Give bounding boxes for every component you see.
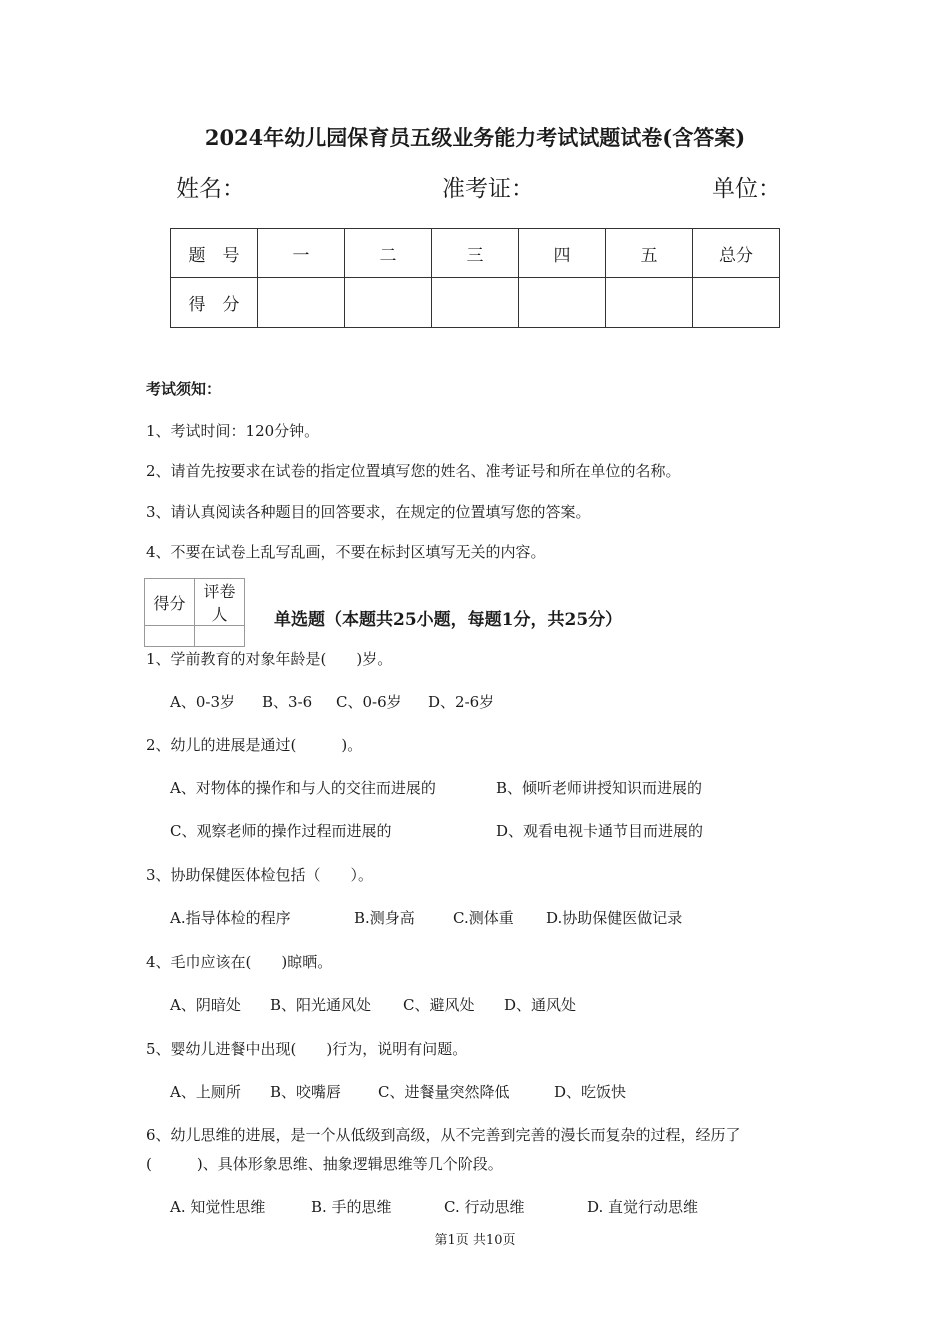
- grader-name-label: 评卷人: [195, 579, 245, 626]
- question-text: 5、婴幼儿进餐中出现( )行为，说明有问题。: [146, 1040, 468, 1058]
- section-title: 单选题（本题共25小题，每题1分，共25分）: [274, 610, 623, 630]
- option-a[interactable]: A、阴暗处: [170, 996, 241, 1014]
- score-table-header-cell: 题 号: [171, 229, 258, 278]
- score-table-header-cell: 三: [432, 229, 519, 278]
- name-field-label: 姓名：: [176, 176, 245, 202]
- option-a[interactable]: A、对物体的操作和与人的交往而进展的: [170, 779, 436, 797]
- score-cell[interactable]: [432, 278, 519, 328]
- question-text: 2、幼儿的进展是通过( )。: [146, 736, 363, 754]
- score-cell[interactable]: [606, 278, 693, 328]
- score-cell[interactable]: [258, 278, 345, 328]
- question-text: 3、协助保健医体检包括（ ）。: [146, 866, 374, 884]
- notice-title: 考试须知：: [146, 380, 222, 398]
- option-d[interactable]: D. 直觉行动思维: [587, 1198, 699, 1216]
- score-row-label: 得 分: [171, 278, 258, 328]
- score-table-score-row: [171, 278, 780, 328]
- option-d[interactable]: D、吃饭快: [554, 1083, 627, 1101]
- unit-field-label: 单位：: [712, 176, 781, 202]
- option-a[interactable]: A、上厕所: [170, 1083, 241, 1101]
- grader-name-cell[interactable]: [195, 626, 245, 647]
- question-text: 4、毛巾应该在( )晾晒。: [146, 953, 333, 971]
- score-table-header-cell: 二: [345, 229, 432, 278]
- notice-item: 3、请认真阅读各种题目的回答要求，在规定的位置填写您的答案。: [146, 503, 591, 521]
- score-cell[interactable]: [519, 278, 606, 328]
- grader-box: [144, 578, 245, 647]
- notice-item: 4、不要在试卷上乱写乱画，不要在标封区填写无关的内容。: [146, 543, 546, 561]
- exam-id-field-label: 准考证：: [442, 176, 534, 202]
- option-c[interactable]: C.测体重: [453, 909, 514, 927]
- option-c[interactable]: C、0-6岁: [336, 693, 402, 711]
- option-b[interactable]: B、倾听老师讲授知识而进展的: [496, 779, 703, 797]
- option-b[interactable]: B.测身高: [354, 909, 415, 927]
- option-d[interactable]: D、观看电视卡通节目而进展的: [496, 822, 704, 840]
- score-cell[interactable]: [693, 278, 780, 328]
- score-table: [170, 228, 780, 328]
- score-table-header-cell: 四: [519, 229, 606, 278]
- option-a[interactable]: A. 知觉性思维: [170, 1198, 266, 1216]
- option-c[interactable]: C. 行动思维: [444, 1198, 525, 1216]
- option-b[interactable]: B、咬嘴唇: [270, 1083, 342, 1101]
- notice-item: 1、考试时间：120分钟。: [146, 422, 320, 440]
- score-table-header-cell: 一: [258, 229, 345, 278]
- page-title: 2024年幼儿园保育员五级业务能力考试试题试卷(含答案): [204, 125, 746, 150]
- option-d[interactable]: D、2-6岁: [428, 693, 495, 711]
- question-text-continued: ( )、具体形象思维、抽象逻辑思维等几个阶段。: [146, 1155, 503, 1173]
- option-c[interactable]: C、观察老师的操作过程而进展的: [170, 822, 392, 840]
- option-a[interactable]: A.指导体检的程序: [170, 909, 291, 927]
- score-table-header-cell: 五: [606, 229, 693, 278]
- score-table-header-cell: 总分: [693, 229, 780, 278]
- question-text: 1、学前教育的对象年龄是( )岁。: [146, 650, 393, 668]
- option-d[interactable]: D.协助保健医做记录: [546, 909, 683, 927]
- option-c[interactable]: C、进餐量突然降低: [378, 1083, 510, 1101]
- option-b[interactable]: B、3-6: [262, 693, 313, 711]
- score-table-header-row: [171, 229, 780, 278]
- grader-score-label: 得分: [145, 579, 195, 626]
- option-a[interactable]: A、0-3岁: [170, 693, 235, 711]
- page-number: 第1页 共10页: [434, 1233, 516, 1248]
- option-c[interactable]: C、避风处: [403, 996, 475, 1014]
- question-text: 6、幼儿思维的进展，是一个从低级到高级，从不完善到完善的漫长而复杂的过程，经历了: [146, 1126, 741, 1144]
- notice-item: 2、请首先按要求在试卷的指定位置填写您的姓名、准考证号和所在单位的名称。: [146, 462, 681, 480]
- option-d[interactable]: D、通风处: [504, 996, 577, 1014]
- option-b[interactable]: B、阳光通风处: [270, 996, 372, 1014]
- option-b[interactable]: B. 手的思维: [311, 1198, 392, 1216]
- grader-score-cell[interactable]: [145, 626, 195, 647]
- score-cell[interactable]: [345, 278, 432, 328]
